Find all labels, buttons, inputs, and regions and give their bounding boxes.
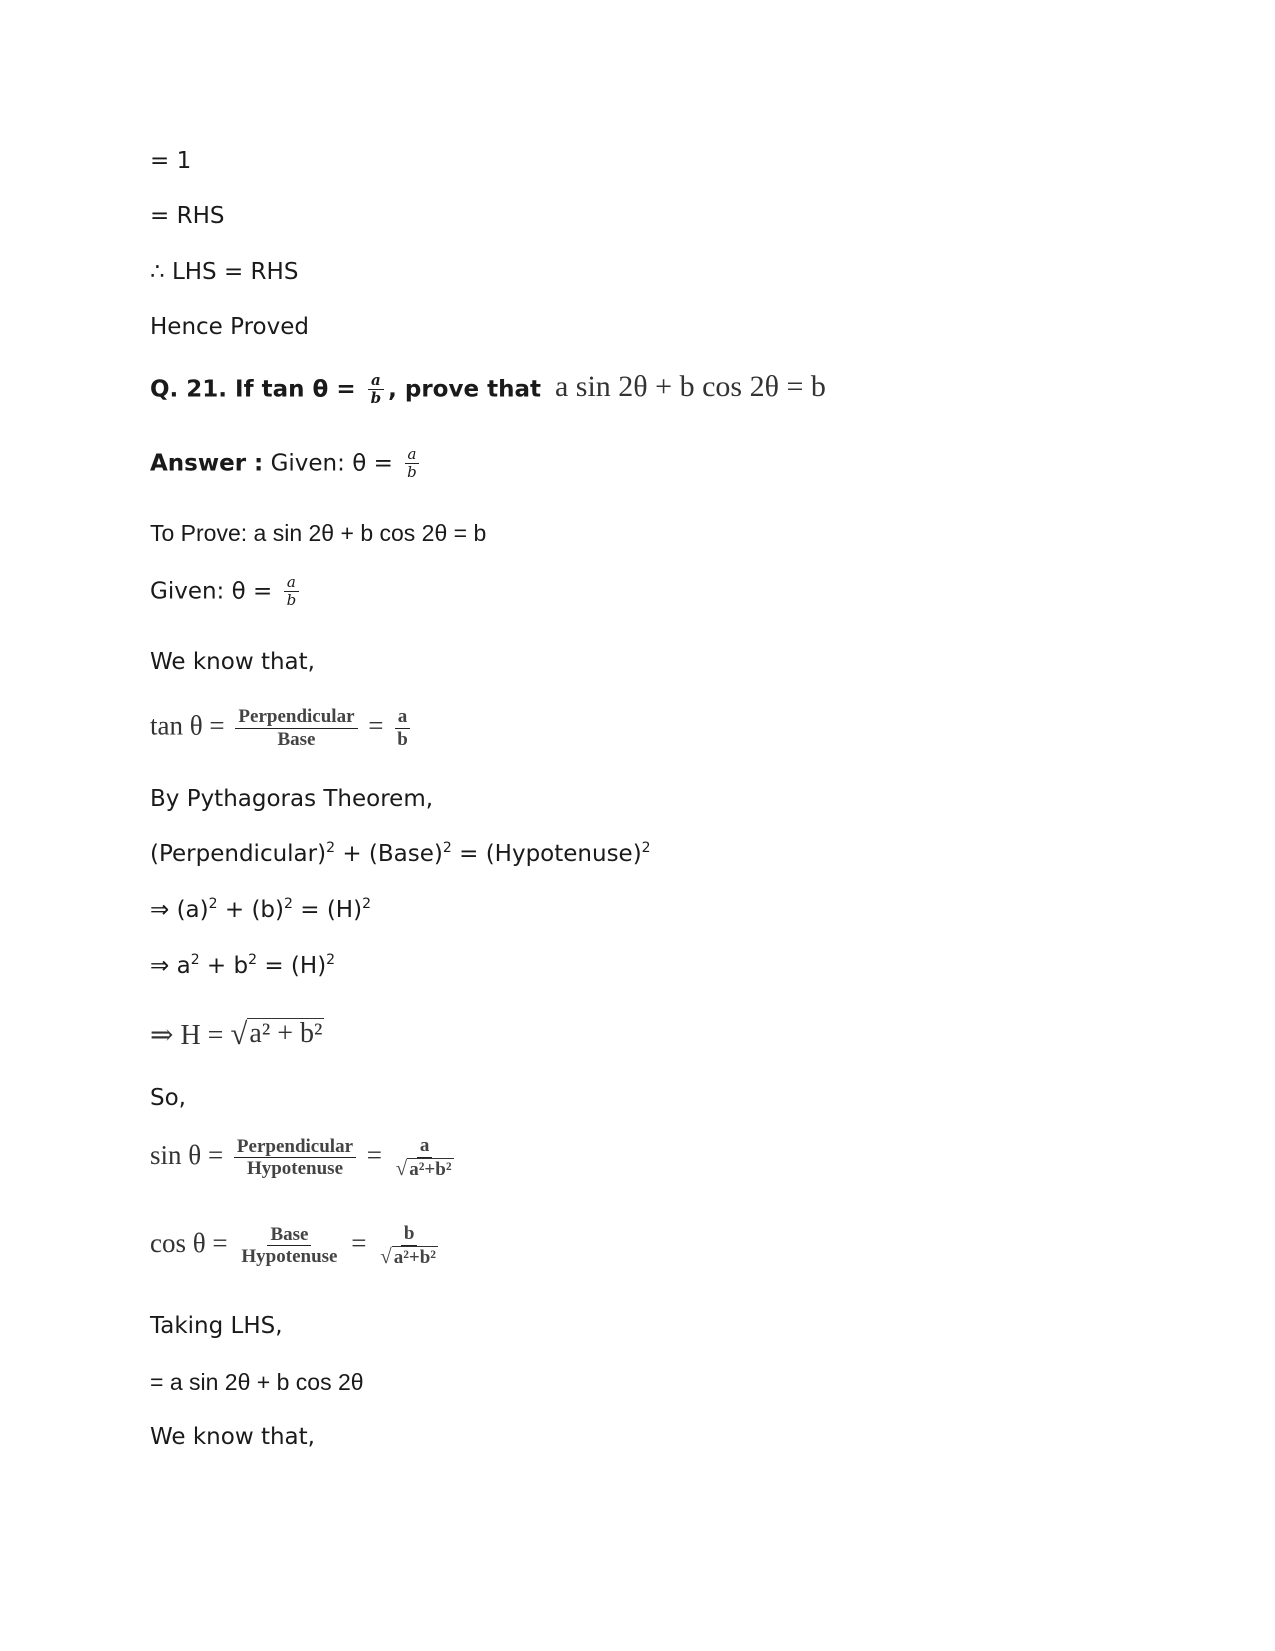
- sin-frac-num: Perpendicular: [234, 1136, 356, 1159]
- pyth-term-2: + (Base): [335, 841, 443, 867]
- step1-term-1: ⇒ (a): [150, 897, 209, 923]
- to-prove-line: To Prove: a sin 2θ + b cos 2θ = b: [150, 520, 487, 546]
- cos-lhs: cos θ =: [150, 1228, 228, 1259]
- given-fraction: [284, 574, 300, 610]
- sin-equation: [150, 1135, 461, 1181]
- step-3: [150, 1018, 324, 1050]
- cos-sqrt-radicand: a²+b²: [393, 1246, 436, 1268]
- pyth-exp-2: 2: [442, 840, 452, 856]
- tan-frac-num: Perpendicular: [235, 706, 357, 729]
- pyth-term-3: = (Hypotenuse): [451, 841, 642, 867]
- step2-exp-3: 2: [326, 952, 336, 968]
- step-2: [150, 952, 336, 979]
- sin-fraction: [234, 1136, 356, 1181]
- sin-equals: =: [366, 1140, 383, 1171]
- pyth-term-1: (Perpendicular): [150, 841, 327, 867]
- question-prefix: Q. 21. If tan θ =: [150, 376, 356, 403]
- we-know-that-2: We know that,: [150, 1424, 315, 1450]
- answer-frac-den: b: [407, 463, 417, 482]
- cos-equation: [150, 1223, 445, 1269]
- sin-fraction-2: [393, 1135, 457, 1181]
- tan-lhs: tan θ =: [150, 710, 225, 741]
- step1-term-3: = (H): [292, 897, 363, 923]
- tan-frac2-den: b: [397, 728, 408, 750]
- sqrt-radicand: a² + b²: [249, 1018, 323, 1049]
- step2-exp-1: 2: [190, 952, 200, 968]
- answer-label: Answer :: [150, 450, 264, 477]
- sin-sqrt-radicand: a²+b²: [409, 1158, 452, 1180]
- text-hence-proved: Hence Proved: [150, 314, 309, 340]
- sin-sqrt-sign: √: [395, 1155, 408, 1180]
- step2-term-1: ⇒ a: [150, 953, 191, 979]
- sin-frac2-den: [393, 1155, 457, 1181]
- cos-sqrt-sign: √: [380, 1243, 392, 1268]
- question-21: [150, 372, 826, 408]
- given-frac-num: a: [284, 574, 299, 592]
- step2-exp-2: 2: [248, 952, 258, 968]
- so-line: So,: [150, 1085, 186, 1111]
- question-suffix: , prove that: [388, 376, 541, 403]
- lhs-expression: = a sin 2θ + b cos 2θ: [150, 1369, 364, 1395]
- given-text: Given: θ =: [150, 578, 273, 605]
- tan-frac-den: Base: [277, 728, 316, 750]
- step1-term-2: + (b): [217, 897, 284, 923]
- cos-frac-num: Base: [267, 1224, 311, 1247]
- sin-lhs: sin θ =: [150, 1140, 224, 1171]
- text-equals-one: = 1: [150, 148, 192, 174]
- step3-sqrt: [230, 1018, 324, 1050]
- we-know-that-1: We know that,: [150, 649, 315, 675]
- step-1: [150, 896, 371, 923]
- step1-exp-2: 2: [284, 896, 293, 912]
- cos-frac2-den: [377, 1243, 441, 1269]
- answer-fraction: [404, 446, 420, 482]
- question-fraction: [368, 372, 385, 408]
- cos-frac2-num: b: [401, 1223, 418, 1246]
- tan-frac2-num: a: [395, 706, 411, 729]
- pythagoras-equation: [150, 840, 651, 867]
- cos-fraction: [238, 1224, 340, 1269]
- answer-given: Given: θ =: [270, 450, 393, 477]
- text-lhs-equals-rhs: ∴ LHS = RHS: [150, 259, 299, 285]
- answer-line: [150, 446, 424, 482]
- step2-term-2: + b: [199, 953, 249, 979]
- text-equals-rhs: = RHS: [150, 203, 225, 229]
- answer-frac-num: a: [405, 446, 420, 464]
- cos-fraction-2: [377, 1223, 441, 1269]
- step3-lhs: ⇒ H =: [150, 1020, 224, 1051]
- pyth-exp-3: 2: [641, 840, 651, 856]
- sin-frac2-num: a: [417, 1135, 433, 1158]
- step2-term-3: = (H): [257, 953, 327, 979]
- step1-exp-3: 2: [362, 896, 371, 912]
- given-frac-den: b: [286, 591, 297, 610]
- tan-fraction-2: [394, 706, 411, 751]
- tan-equation: [150, 706, 415, 751]
- question-frac-den: b: [370, 389, 382, 408]
- pythagoras-heading: By Pythagoras Theorem,: [150, 786, 434, 812]
- cos-frac-den: Hypotenuse: [241, 1246, 338, 1268]
- given-line: [150, 574, 303, 610]
- step1-exp-1: 2: [208, 896, 218, 912]
- tan-equals: =: [368, 710, 384, 741]
- taking-lhs: Taking LHS,: [150, 1313, 283, 1339]
- tan-fraction: [235, 706, 357, 751]
- sin-frac-den: Hypotenuse: [246, 1158, 344, 1180]
- question-equation: a sin 2θ + b cos 2θ = b: [554, 370, 826, 404]
- cos-equals: =: [351, 1228, 367, 1259]
- sqrt-sign: √: [230, 1017, 248, 1051]
- question-frac-num: a: [368, 372, 384, 390]
- pyth-exp-1: 2: [326, 840, 336, 856]
